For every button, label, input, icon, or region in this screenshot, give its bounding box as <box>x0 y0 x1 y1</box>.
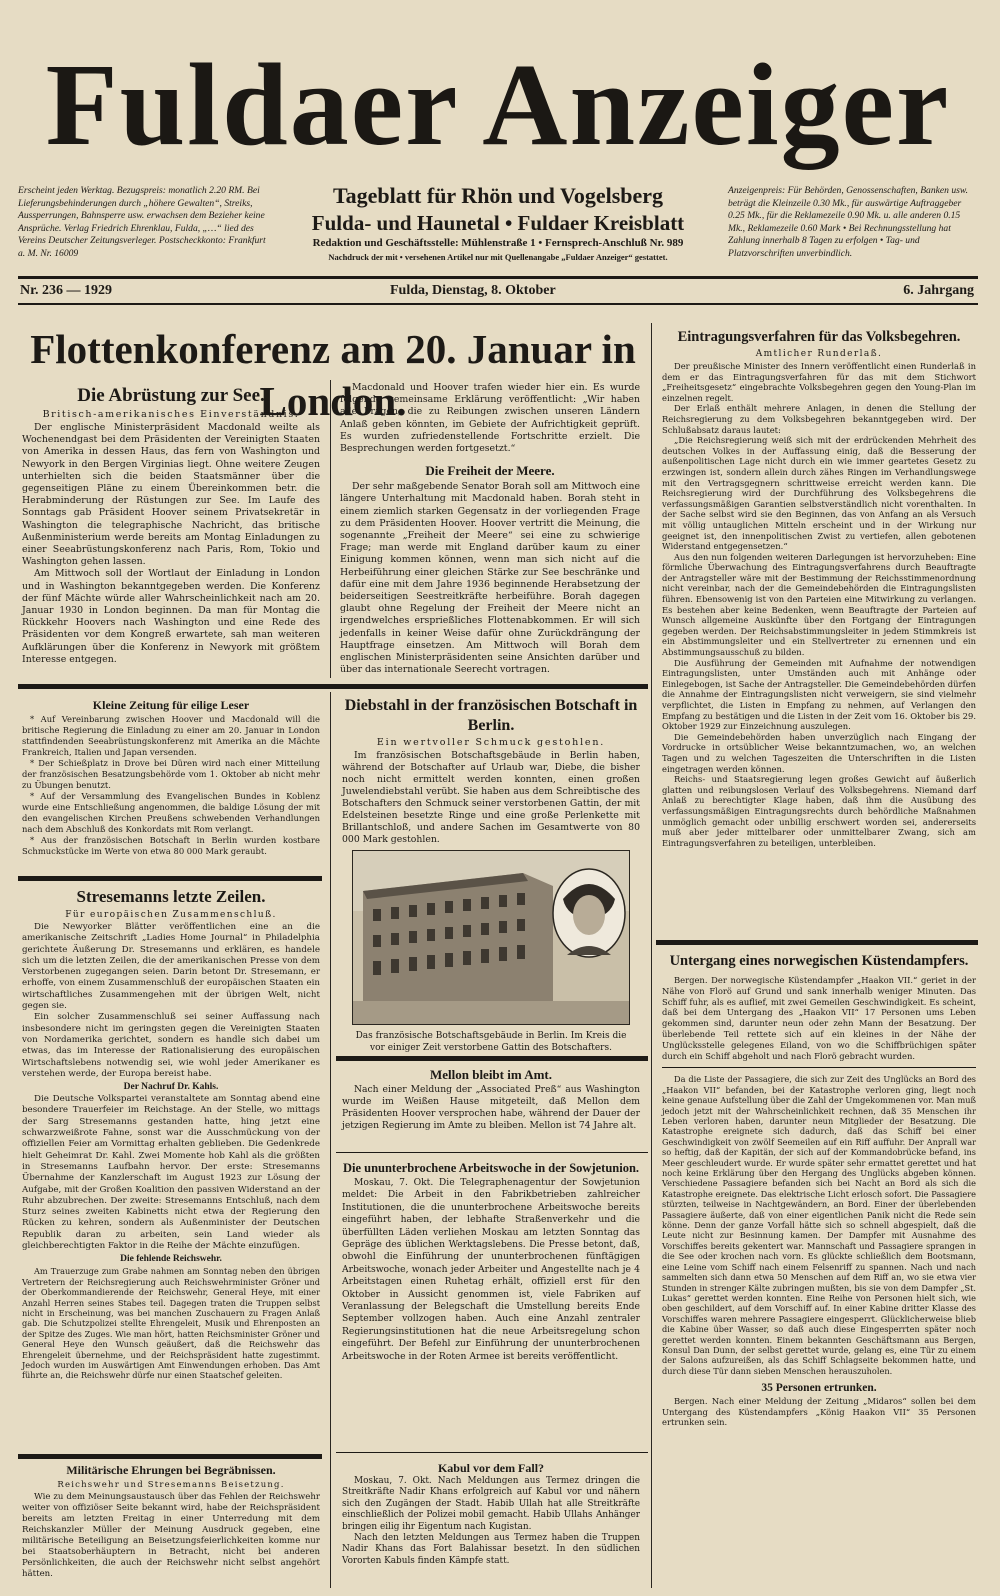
divider <box>18 1454 322 1459</box>
article-title: Diebstahl in der französischen Botschaft in Berlin. <box>344 697 638 734</box>
paragraph: Die Deutsche Volkspartei veranstaltete am Sonntag abend eine besondere Trauerfeier im Reichstage. An der Stelle, wo mittags der Sarg Stresemanns gestanden hatte, hing jetzt eine schwarzweißrote Fahne, sonst war die Ausschmückung von der offiziellen Feier am Vormittag erhalten geblieben. Die Gedenkrede hielt Geheimrat Dr. Kahl. Zwei Momente hob Kahl als die größten in Stresemanns Laufbahn hervor. Der erste: Stresemanns Übernahme der Kanzlerschaft im August 1923 zur Lösung der Aufgabe, mit der Großen Koalition den passiven Widerstand an der Ruhr abzubrechen. Der zweite: Stresemanns Entschluß, nach dem Sturz seines zweiten Kabinetts nicht etwa der Regierung den Rücken zu kehren, sondern als Außenminister der Deutschen Republik daran zu arbeiten, sein Land wieder als gleichberechtigten Faktor in die Reihe der Mächte einzufügen. <box>22 1094 320 1252</box>
divider <box>18 303 978 305</box>
paragraph: Moskau, 7. Okt. Nach Meldungen aus Termez dringen die Streitkräfte Nadir Khans erfolgreich auf Kabul vor und nähern sich den Zugängen der Stadt. Habib Ullah hat alle Streitkräfte einschließlich der Polizei mobil gemacht. Habib Ullahs Anhänger bringen eilig ihr Eigentum nach Kugistan. <box>342 1476 640 1532</box>
article-body <box>342 1084 640 1132</box>
paragraph: Ein solcher Zusammenschluß sei seiner Auffassung nach insbesondere nicht im geringsten gegen die Vereinigten Staaten von Nordamerika gerichtet, sondern es handle sich dabei um etwas, das im Interesse der Rationalisierung des europäischen Wirtschaftslebens notwendig sei, wie wohl jeder Amerikaner es verstehen werde, der Europa bereist habe. <box>22 1012 320 1079</box>
article-subtitle: Amtlicher Runderlaß. <box>755 349 883 359</box>
divider <box>18 684 648 689</box>
issue-date: Fulda, Dienstag, 8. Oktober <box>390 283 556 298</box>
article-body <box>662 1074 976 1376</box>
article-subtitle: Für europäischen Zusammenschluß. <box>65 910 277 920</box>
paragraph: Aus den nun folgenden weiteren Darlegungen ist hervorzuheben: Eine förmliche Überwachung des Eintragungsverfahrens durch Beauftragte der Antragsteller wäre mit der Bestimmung der Reichsstimmenordnung nicht vereinbar, nach der die Gemeindebehörden die Eintragungslisten führen. Ebensowenig ist von den Parteien eine Mitwirkung zu verlangen. Es bestehen aber keine Bedenken, wenn Beauftragte der Parteien auf Wunsch allgemeine Auskünfte über den Fortgang der Eintragungen gegeben werden. Der Reichsabstimmungsleiter in jedem Stimmkreis ist ein Abstimmungsleiter und ein Stellvertreter zu ernennen und ein Abstimmungsausschuß zu bilden. <box>662 551 976 658</box>
article-stresemann <box>22 886 320 1381</box>
paragraph: Die Newyorker Blätter veröffentlichen eine an die amerikanische Zeitschrift „Ladies Home Journal“ in Philadelphia gerichtete Äußerung Dr. Stresemanns und erklären, es handele sich um die letzten Zeilen, die der amerikanischen Presse von dem Verstorbenen zugegangen seien. Darin betont Dr. Stresemann, er erhoffe, von einem Zusammenschluß der europäischen Staaten ein wirtschaftliches Zusammengehen mit der übrigen Welt, nicht gegen sie. <box>22 922 320 1012</box>
article-title: Kabul vor dem Fall? <box>437 1461 545 1475</box>
article-body <box>662 361 976 848</box>
divider <box>662 1067 976 1068</box>
article-body <box>22 422 320 666</box>
article-body <box>22 1094 320 1252</box>
paragraph: Macdonald und Hoover trafen wieder hier ein. Es wurde folgende gemeinsame Erklärung veröffentlicht: „Wir haben alle Fragen, die zu Reibungen zwischen unseren Ländern Anlaß geben könnten, im Gebiete der Aufrichtigkeit geprüft. Es wurden zufriedenstellende Fortschritte erzielt. Die Besprechungen werden fortgesetzt.“ <box>340 382 640 455</box>
paragraph: Reichs- und Staatsregierung legen großes Gewicht auf äußerlich glatten und reibungslosen Verlauf des Volksbegehrens. Niemand darf Anlaß zu berechtigter Klage haben, daß ihm die Ausübung des verfassungsmäßigen Eintragungsrechts durch behördliche Maßnahmen unmöglich gemacht oder unbillig erschwert worden sei, andererseits muß aber jeder mittelbarer oder unmittelbarer Zwang, sich am Eintragungsverfahren zu beteiligen, unterbleiben. <box>662 774 976 848</box>
divider <box>336 1452 648 1453</box>
article-diebstahl <box>342 696 640 846</box>
paragraph: Der englische Ministerpräsident Macdonald weilte als Wochenendgast bei dem Präsidenten der Vereinigten Staaten von Amerika in dessen Haus, das fern von Washington und Newyork in den Bergen Virginias liegt. Ohne weitere Zeugen unterhielten sich die beiden Staatsmänner über die gegenseitigen Pläne zu einem Übereinkommen betr. die Herabminderung der Rüstungen zur See. Im Laufe des Sonntags gab Präsident Hoover seinem Privatsekretär in Washington die telegraphische Nachricht, das britische Außenministerium werde bereits am Montag Einladungen zu einer Seeabrüstungskonferenz nach Paris, Rom, Tokio und Washington gehen lassen. <box>22 422 320 568</box>
paragraph: Wie zu dem Meinungsaustausch über das Fehlen der Reichswehr weiter von offiziöser Seite bekannt wird, habe der Reichspräsident bereits am letzten Freitag in einer Unterredung mit dem Reichskanzler Müller der Meinung Ausdruck gegeben, eine militärische Beteiligung an Beisetzungsfeierlichkeiten komme nur bei Staatsoberhäuptern in Betracht, nicht bei anderen Persönlichkeiten, die auch der Reichswehr nicht selbst angehört hätten. <box>22 1492 320 1579</box>
masthead-subscription-info: Erscheint jeden Werktag. Bezugspreis: monatlich 2.20 RM. Bei Lieferungsbehinderungen durch „höhere Gewalten“, Streiks, Aussperrungen, Bahnsperre usw. erwachsen dem Bezieher keine Ansprüche. Verlag Friedrich Ehrenklau, Fulda, „…“ lied des Vereins Deutscher Zeitungsverleger. Postscheckkonto: Frankfurt a. M. Nr. 16009 <box>18 185 266 259</box>
paragraph: Nach den letzten Meldungen aus Termez haben die Truppen Nadir Khans das Fort Balahissar besetzt. In den südlichen Vororten Kabuls finden Kämpfe statt. <box>342 1533 640 1566</box>
article-subtitle: Britisch-amerikanisches Einverständnis. <box>42 409 300 420</box>
short-news-box <box>22 696 320 857</box>
article-body <box>22 1266 320 1380</box>
list-item: * Der Schießplatz in Drove bei Düren wird nach einer Mitteilung der französischen Besatzungsbehörde vom 1. Oktober ab nicht mehr zu Übungen benutzt. <box>22 758 320 790</box>
article-abruestung <box>22 384 320 666</box>
main-headline: Flottenkonferenz am 20. Januar in London. <box>30 326 636 424</box>
paragraph: „Die Reichsregierung weiß sich mit der erdrückenden Mehrheit des deutschen Volkes in der Auffassung einig, daß die Besserung der außenpolitischen Lage nicht durch ein wie immer geartetes Gesetz zu erzwingen ist, sondern allein durch zähes Ringen im Verhandlungswege mit den Vertragsgegnern schrittweise erreicht werden kann. Die Reichsregierung wird der Durchführung des Volksbegehrens die verfassungsmäßigen Garantien selbstverständlich nicht vorenthalten. In der Sache selbst wird sie den Beginnen, das von Anfang an als Versuch mit völlig untauglichen Mitteln erscheint und in der Wirkung nur geeignet ist, den innenpolitischen Zwist zu vertiefen, allen gebotenen Widerstand entgegensetzen.“ <box>662 435 976 552</box>
dateline <box>18 281 978 303</box>
masthead-center <box>273 182 723 263</box>
paragraph: Am Mittwoch soll der Wortlaut der Einladung in London und in Washington bekanntgegeben werden. Die Konferenz der fünf Mächte würde aller Wahrscheinlichkeit nach am 20. Januar 1930 in London beginnen. Da man für Montag die Rückkehr Hoovers nach Washington und eine Rede des Präsidenten vor dem Kongreß erwartete, sah man weiteren Aufklärungen über die Konferenz in Newyork mit größtem Interesse entgegen. <box>22 568 320 665</box>
article-abruestung-continued <box>340 382 640 676</box>
article-body <box>340 382 640 455</box>
list-item: * Aus der französischen Botschaft in Berlin wurden kostbare Schmuckstücke im Werte von etwa 80 000 Mark geraubt. <box>22 835 320 856</box>
article-ehrungen <box>22 1462 320 1580</box>
article-arbeitswoche <box>342 1160 640 1363</box>
paragraph: Der preußische Minister des Innern veröffentlicht einen Runderlaß in dem er das Eintragungsverfahren für das mit dem Stichwort „Freiheitsgesetz“ eingebrachte Volksbegehren gegen den Young-Plan im einzelnen regelt. <box>662 361 976 403</box>
building-illustration <box>353 851 630 1025</box>
paragraph: Bergen. Nach einer Meldung der Zeitung „Midaros“ sollen bei dem Untergang des Küstendampfers „König Haakon VII“ 35 Personen ertrunken sein. <box>662 1396 976 1428</box>
section-heading: Die Freiheit der Meere. <box>425 463 555 479</box>
article-body <box>340 481 640 676</box>
issue-number: Nr. 236 — 1929 <box>20 283 113 298</box>
paragraph: Der sehr maßgebende Senator Borah soll am Mittwoch eine längere Unterhaltung mit Macdonald haben. Borah steht in einem ziemlich starken Gegensatz in der vorliegenden Frage zu dem Präsidenten Hoover. Hoover vertritt die Meinung, die sogenannte „Freiheit der Meere“ sei eine zu schwierige Frage; man werde mit England darüber kaum zu einer Einigung kommen können, wenn man sich nicht auf die Herbeiführung einer gleichen Stärke zur See beschränke und dafür eine mit dem Jahre 1936 beginnende Herabsetzung der beiderseitigen Seestreitkräfte herbeiführe. Borah dagegen glaubt ohne Regelung der Freiheit der Meere nicht an irgendwelches ersprießliches Flottenabkommen. Er will sich jedenfalls in keiner Weise dafür ohne Zurückdrängung der Hauptfrage einsetzen. Am Mittwoch will Borah dem englischen Ministerpräsidenten seine Ansichten darüber und über das internationale Seerecht vortragen. <box>340 481 640 676</box>
paragraph: Bergen. Der norwegische Küstendampfer „Haakon VII.“ geriet in der Nähe von Florö auf Grund und sank innerhalb weniger Minuten. Das Schiff fuhr, als es auflief, mit zwei Gemeilen Geschwindigkeit. Es scheint, daß bei dem Untergang des „Haakon VII“ 17 Personen ums Leben gekommen sind, darunter neun oder zehn Mann der Besatzung. Der überlebende Teil rettete sich auf ein kleines in der Nähe der Unglücksstelle gelegenes Eiland, von wo die Schiffbrüchigen später durch ein Schiff abgeholt und nach Florö gebracht wurden. <box>662 975 976 1061</box>
short-news-list <box>22 714 320 857</box>
newspaper-page <box>18 20 978 1590</box>
article-title: Mellon bleibt im Amt. <box>429 1067 553 1082</box>
section-heading: Kleine Zeitung für eilige Leser <box>92 698 250 712</box>
divider <box>336 1056 648 1061</box>
embassy-photo <box>352 850 630 1025</box>
divider <box>18 876 322 881</box>
paragraph: Da die Liste der Passagiere, die sich zur Zeit des Unglücks an Bord des „Haakon VII“ befanden, bei der Katastrophe verloren ging, liegt noch keine genaue Aufstellung über die Zahl der Umgekommenen vor. Man muß jedoch jetzt mit der Wahrscheinlichkeit rechnen, daß 35 Menschen ihr Leben verloren haben, darunter neun Mitglieder der Besatzung. Die Katastrophe ereignete sich dadurch, daß das Schiff bei einer Geschwindigkeit von zwölf Seemeilen auf ein Riff auffuhr. Der Anprall war so heftig, daß der Kapitän, der sich auf der Kommandobrücke befand, ins Meer geschleudert wurde. Er wurde später sehr ermattet gerettet und hat noch keine Erklärung über den Hergang des Unglücks abgeben können. Verschiedene Passagiere befanden sich bei Nacht an Bord als sich die Katastrophe ereignete. Das elektrische Licht erlosch sofort. Die Passagiere stürzten, teilweise in Nachtgewändern, an Bord. Einer der überlebenden Passagiere äußerte, daß von einer eigentlichen Panik nicht die Rede sein könne. Denn der ganze Vorfall hätte sich so schnell abgespielt, daß die Leute nicht zur Besinnung kamen. Der Dampfer mit Ausnahme des Vorschiffes bereits gekentert war. Mannschaft und Passagiere sprangen in die See oder krochen nach vorn. Es glückte schließlich dem Bootsmann, eine Leine vom Schiff nach einem Felsenriff zu spannen. Nach und nach sammelten sich dann etwa 50 Menschen auf dem Riff an, wo sie etwa vier Stunden in strenger Kälte zubringen mußten, bis sie von dem Dampfer „St. Lukas“ gerettet werden konnten. Eine Reihe von Personen hielt sich, wie oben geschildert, auf dem Vorschiff auf. In einer Kabine dritter Klasse des Vorschiffes waren mehrere Passagiere eingesperrt. Glücklicherweise blieb die Kabine über Wasser, so daß auch diese Eingesperrten später noch gerettet werden konnten. Einem bekannten Geschäftsmann aus Bergen, Konsul Dan Dunn, der selbst gerettet wurde, gelang es, eine Tür zu einem der Salons aufzureißen, als das Schiff Schlagseite bekommen hatte, und durch diese Tür dann sieben Menschen herauszuholen. <box>662 1074 976 1376</box>
section-subheading: Die fehlende Reichswehr. <box>120 1254 222 1265</box>
masthead-subtitle: Tageblatt für Rhön und Vogelsberg <box>332 183 664 208</box>
paragraph: Nach einer Meldung der „Associated Preß“ aus Washington wurde im Weißen Hause mitgeteilt, daß Mellon dem Präsidenten Hoover versprochen habe, während der Dauer der jetzigen Regierung im Amte zu bleiben. Mellon ist 74 Jahre alt. <box>342 1084 640 1131</box>
article-untergang <box>662 952 976 1428</box>
masthead-reprint-note: Nachdruck der mit • versehenen Artikel nur mit Quellenangabe „Fuldaer Anzeiger“ gestattet. <box>328 252 668 262</box>
paragraph: Moskau, 7. Okt. Die Telegraphenagentur der Sowjetunion meldet: Die Arbeit in den Fabrikbetrieben zahlreicher Institutionen, die die ununterbrochene Arbeitswoche bereits eingeführt haben, der lebhafte Straßenverkehr und die überfüllten Läden verliehen Moskau am letzten Sonntag das Gepräge des üblichen Werktagslebens. Die Presse betont, daß, obwohl die Einführung der ununterbrochenen fünftägigen Arbeitswoche, wonach jeder Arbeiter und Angestellte nach je 4 Arbeitstagen einen Ruhetag erhält, offiziell erst für den Oktober in Aussicht genommen ist, viele Fabriken auf Veranlassung der Belegschaft die Umstellung bereits Ende September vollzogen haben. Auch eine Anzahl zentraler Regierungsinstitutionen hat die neue Arbeitsregelung schon eingeführt. Der Befehl zur Einführung der ununterbrochenen Arbeitswoche in der Roten Armee ist bereits veröffentlicht. <box>342 1177 640 1362</box>
divider <box>656 940 978 945</box>
article-body <box>22 1492 320 1580</box>
masthead-address: Redaktion und Geschäftsstelle: Mühlenstraße 1 • Fernsprech-Anschluß Nr. 989 <box>312 237 684 249</box>
column-divider <box>330 692 331 1588</box>
paragraph: Der Erlaß enthält mehrere Anlagen, in denen die Stellung der Reichsregierung zu dem Volksbegehren bekanntgegeben wird. Der Schlußabsatz daraus lautet: <box>662 403 976 435</box>
divider <box>336 1152 648 1153</box>
article-eintragung <box>662 328 976 848</box>
divider <box>18 276 978 279</box>
photo-caption: Das französische Botschaftsgebäude in Berlin. Im Kreis die vor einiger Zeit verstorbene Gattin des Botschafters. <box>355 1031 627 1053</box>
list-item: * Auf der Versammlung des Evangelischen Bundes in Koblenz wurde eine Entschließung angenommen, die baldige Lösung der mit den evangelischen Kirchen Preußens schwebenden Verhandlungen nach dem Abschluß des Konkordats mit Rom verlangt. <box>22 791 320 834</box>
article-lead <box>662 975 976 1061</box>
masthead-title: Fuldaer Anzeiger <box>45 39 951 170</box>
column-divider <box>651 323 652 1588</box>
paragraph: Die Ausführung der Gemeinden mit Aufnahme der notwendigen Eintragungslisten, unter Umständen auch mit Anhänge oder Einlegebogen, ist Sache der Antragsteller. Die Gemeindebehörden dürfen die Annahme der Eintragungslisten nicht verweigern, sie sind vielmehr verpflichtet, die Listen in Empfang zu nehmen, auf Verlangen den Empfang zu bestätigen und die Listen in der Zeit vom 16. Oktober bis 29. Oktober 1929 zur Einzeichnung auszulegen. <box>662 657 976 732</box>
section-heading: 35 Personen ertrunken. <box>761 1382 877 1395</box>
article-title: Militärische Ehrungen bei Begräbnissen. <box>66 1463 276 1477</box>
article-subtitle: Ein wertvoller Schmuck gestohlen. <box>376 737 606 748</box>
article-title: Untergang eines norwegischen Küstendampfers. <box>669 953 969 969</box>
article-subtitle: Reichswehr und Stresemanns Beisetzung. <box>57 1480 285 1490</box>
list-item: * Auf Vereinbarung zwischen Hoover und Macdonald will die britische Regierung die Einladung zu einer am 20. Januar in London stattfindenden Seeabrüstungskonferenz mit Amerika an die Mächte Frankreich, Italien und Japan versenden. <box>22 714 320 757</box>
article-body <box>22 922 320 1080</box>
article-body <box>342 1476 640 1567</box>
masthead-subtitle-2: Fulda- und Haunetal • Fuldaer Kreisblatt <box>311 211 685 235</box>
article-kabul <box>342 1460 640 1567</box>
article-body <box>662 1396 976 1428</box>
article-body <box>342 1177 640 1363</box>
volume-number: 6. Jahrgang <box>903 283 974 298</box>
article-body <box>342 750 640 846</box>
paragraph: Im französischen Botschaftsgebäude in Berlin haben, während der Botschafter auf Urlaub war, Diebe, die bisher noch nicht ermittelt werden konnten, einen großen Juwelendiebstahl verübt. Sie haben aus dem Schreibtische des Botschafters den Schmuck seiner verstorbenen Gattin, der mit Edelsteinen besetzte Ringe und eine große Perlenkette mit Brillantschloß, und andere Sachen im Gesamtwerte von 80 000 Mark gestohlen. <box>342 750 640 845</box>
article-title: Die ununterbrochene Arbeitswoche in der Sowjetunion. <box>342 1161 640 1175</box>
article-title: Stresemanns letzte Zeilen. <box>76 887 266 906</box>
paragraph: Am Trauerzuge zum Grabe nahmen am Sonntag neben den übrigen Vertretern der Reichsregierung auch Reichswehrminister Gröner und der Oberkommandierende der Reichswehr, General Heye, mit einer Anzahl Herren seines Stabes teil. Dagegen traten die Truppen selbst nicht in Erscheinung, was bei manchen Zuschauern zu Fragen Anlaß gab. Die Schutzpolizei stellte Ehrengeleit, Musik und Ehrenposten an der Spitze des Zuges. Wie man hört, hatten Reichsminister Gröner und General Heye den Wunsch geäußert, daß die Reichswehr das Ehrengeleit übernehme, und der Reichspräsident hatte zugestimmt. Jedoch wurden im Auswärtigen Amt Einwendungen erhoben. Das Amt führte an, die Reichswehr dürfe nur einen Staatschef geleiten. <box>22 1266 320 1381</box>
article-title: Eintragungsverfahren für das Volksbegehren. <box>677 329 961 345</box>
article-mellon <box>342 1066 640 1132</box>
section-subheading: Der Nachruf Dr. Kahls. <box>123 1082 219 1093</box>
article-title: Die Abrüstung zur See. <box>77 385 265 406</box>
masthead-advertising-info: Anzeigenpreis: Für Behörden, Genossenschaften, Banken usw. beträgt die Kleinzeile 0.30 Mk., für auswärtige Auftraggeber 0.25 Mk., für die Reklamezeile 0.90 Mk. u. alle anderen 0.15 Mk., Reklamezeile 0.60 Mark • Bei Rechnungsstellung hat Zahlung innerhalb 8 Tagen zu erfolgen • Tag- und Platzvorschriften unverbindlich. <box>728 185 968 259</box>
paragraph: Die Gemeindebehörden haben unverzüglich nach Eingang der Vordrucke in ortsüblicher Weise bekanntzumachen, wo, an welchen Tagen und zu welchen Tageszeiten die Unterschriften in die Listen eingetragen werden können. <box>662 731 976 774</box>
